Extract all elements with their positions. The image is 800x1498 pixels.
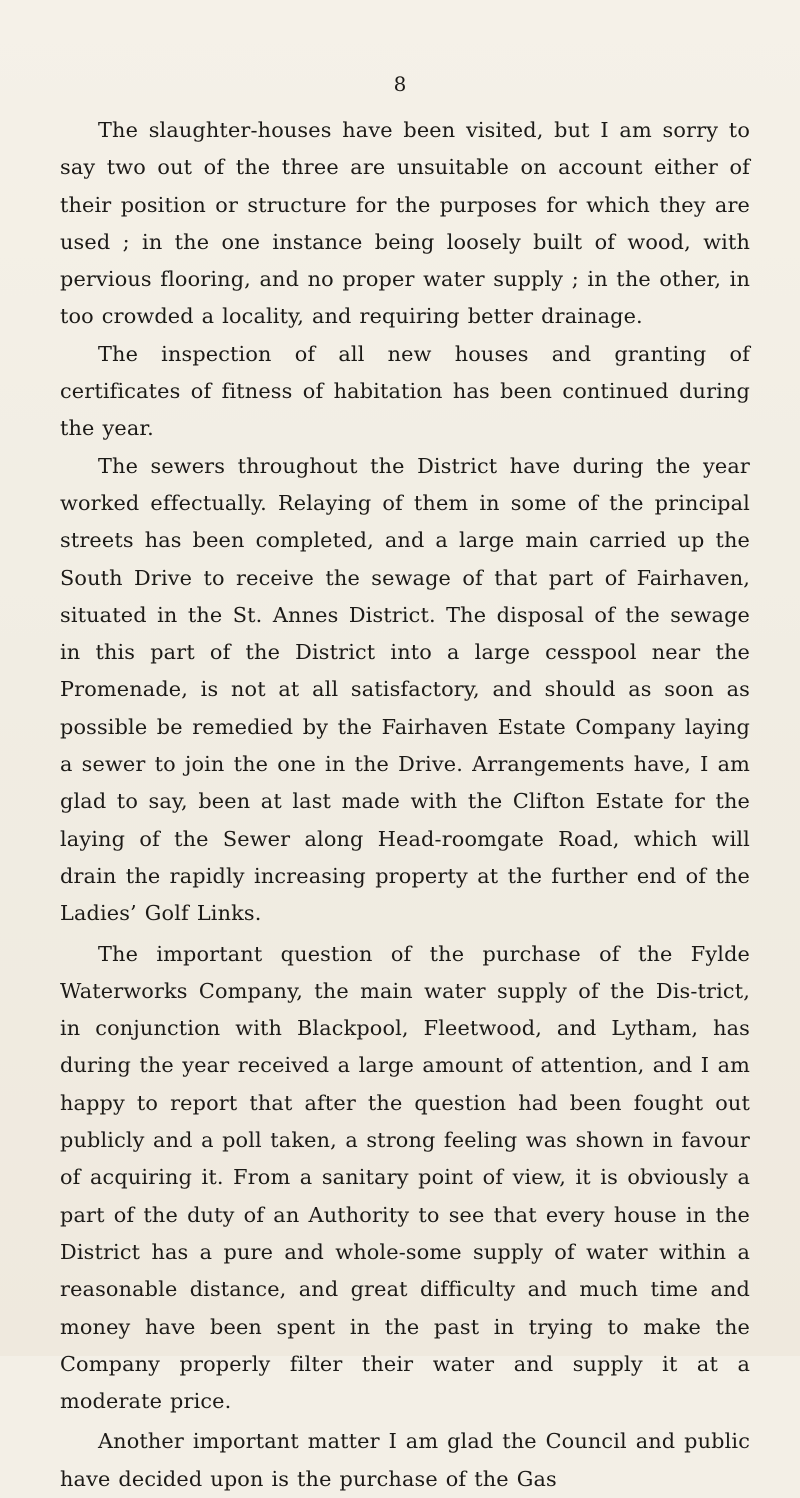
paragraph-sewers: The sewers throughout the District have during the year worked effectually. Relaying of them in some of the principal streets has been completed, and a large main carried up the South Drive to receive the sewage of that part of Fairhaven, situated in the St. Annes District. The disposal of the sewage in this part of the District into a large cesspool near the Promenade, is not at all satisfactory, and should as soon as possible be remedied by the Fairhaven Estate Company laying a sewer to join the one in the Drive. Arrangements have, I am glad to say, been at last made with the Clifton Estate for the laying of the Sewer along Head-roomgate Road, which will drain the rapidly increasing property at the further end of the Ladies’ Golf Links. [60, 453, 750, 926]
paragraph-inspection: The inspection of all new houses and granting of certificates of fitness of habitation has been continued during the year. [60, 341, 750, 441]
paragraph-waterworks: The important question of the purchase of the Fylde Waterworks Company, the main water supply of the Dis-trict, in conjunction with Blackpool, Fleetwood, and Lytham, has during the year received a large amount of attention, and I am happy to report that after the question had been fought out publicly and a poll taken, a strong feeling was shown in favour of acquiring it. From a sanitary point of view, it is obviously a part of the duty of an Authority to see that every house in the District has a pure and whole-some supply of water within a reasonable distance, and great difficulty and much time and money have been spent in the past in trying to make the Company properly filter their water and supply it at a moderate price. [60, 941, 750, 1414]
page-number: 8 [393, 72, 407, 96]
paragraph-gas: Another important matter I am glad the Council and public have decided upon is the purchase of the Gas [60, 1429, 750, 1491]
paragraph-slaughter-houses: The slaughter-houses have been visited, but I am sorry to say two out of the three are unsuitable on account either of their position or structure for the purposes for which they are used ; in the one instance being loosely built of wood, with pervious flooring, and no proper water supply ; in the other, in too crowded a locality, and requiring better drainage. [60, 118, 750, 329]
body-text [60, 112, 750, 1498]
